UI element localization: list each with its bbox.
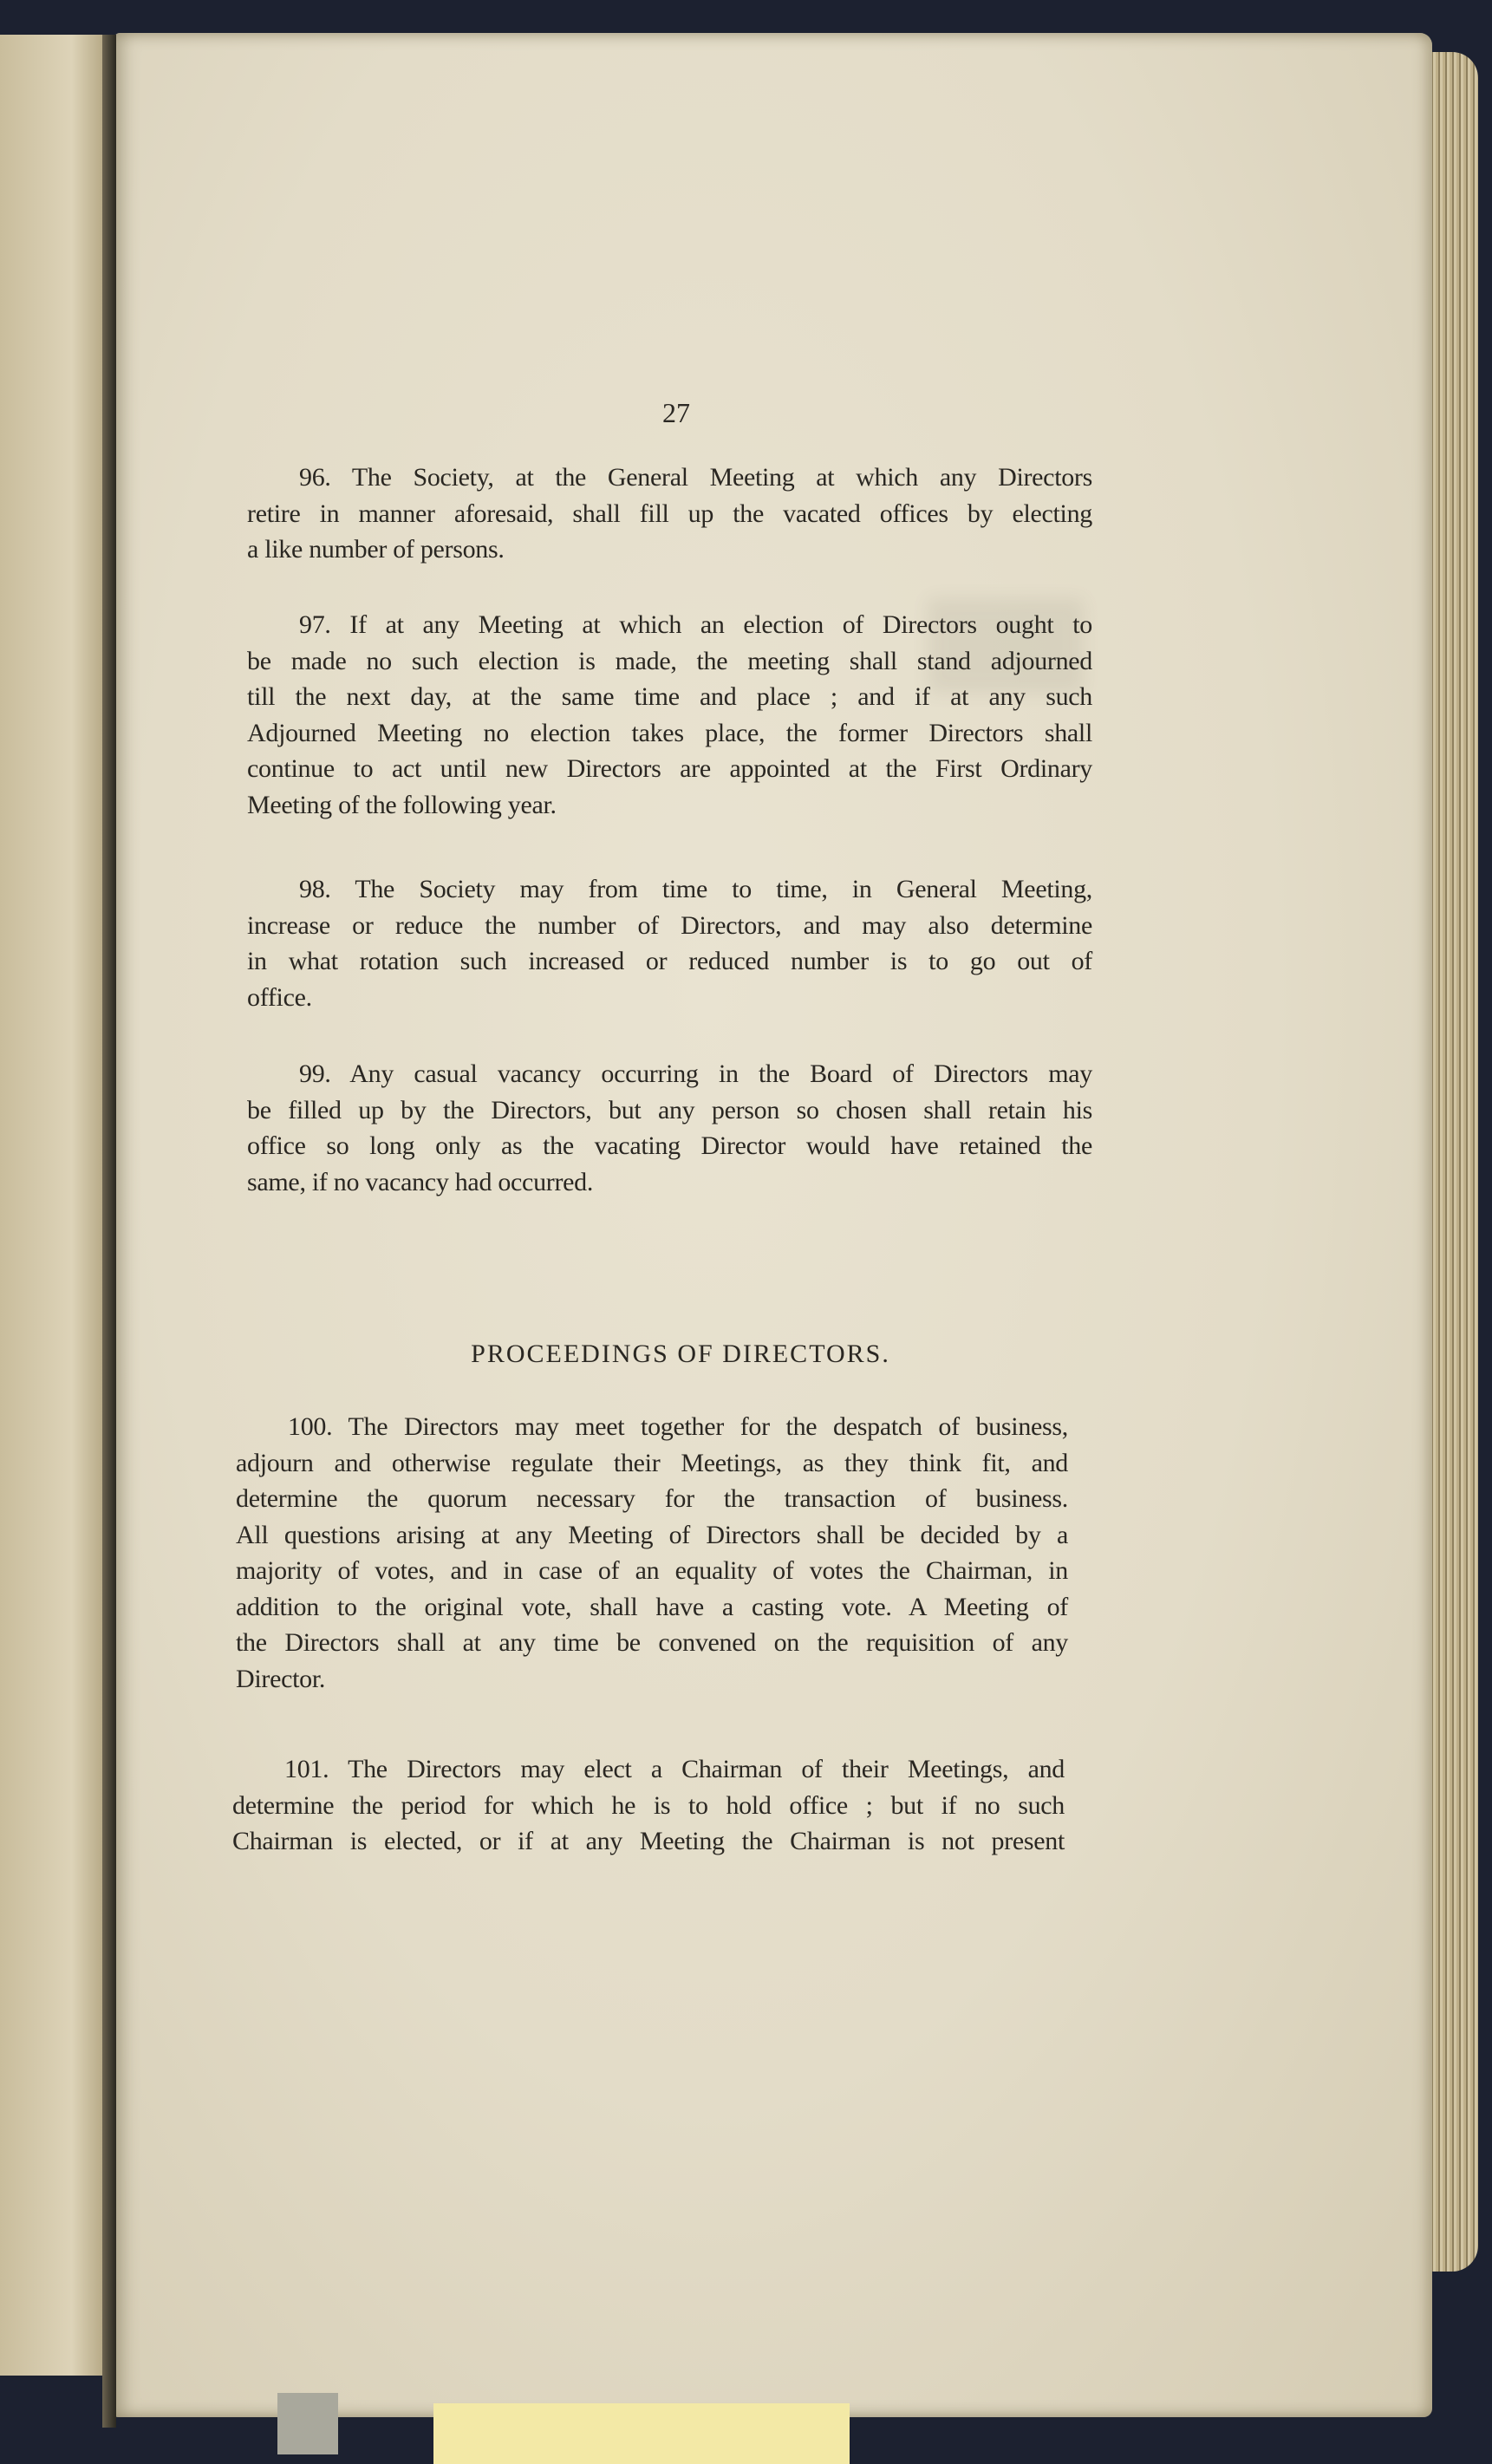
text-line: 101. The Directors may elect a Chairman of their Meetings, and [284, 1755, 1065, 1783]
book-page [114, 33, 1432, 2417]
text-line: be made no such election is made, the meeting shall stand adjourned [247, 646, 1092, 675]
page-number: 27 [662, 397, 690, 428]
text-line: adjourn and otherwise regulate their Meetings, as they think fit, and [236, 1448, 1068, 1477]
text-line: same, if no vacancy had occurred. [247, 1167, 594, 1196]
text-line: 100. The Directors may meet together for the despatch of business, [288, 1412, 1068, 1441]
paragraph-98 [247, 871, 1092, 1015]
text-line: 97. If at any Meeting at which an election of Directors ought to [299, 610, 1092, 639]
text-line: a like number of persons. [247, 535, 505, 564]
section-heading: PROCEEDINGS OF DIRECTORS. [471, 1340, 890, 1368]
paragraph-97 [247, 607, 1092, 823]
text-line: till the next day, at the same time and place ; and if at any such [247, 682, 1092, 711]
text-line: 98. The Society may from time to time, in General Meeting, [299, 875, 1092, 903]
paragraph-99 [247, 1056, 1092, 1200]
text-line: All questions arising at any Meeting of Directors shall be decided by a [236, 1520, 1068, 1549]
sticky-note [433, 2403, 850, 2464]
paragraph-100 [236, 1409, 1068, 1697]
paragraph-101 [232, 1751, 1065, 1860]
text-line: in what rotation such increased or reduced number is to go out of [247, 947, 1092, 975]
text-line: office. [247, 982, 312, 1012]
text-line: 96. The Society, at the General Meeting at which any Directors [299, 463, 1092, 492]
text-line: the Directors shall at any time be convened on the requisition of any [236, 1628, 1068, 1657]
text-line: continue to act until new Directors are appointed at the First Ordinary [247, 754, 1092, 783]
text-line: Meeting of the following year. [247, 790, 557, 819]
text-line: 99. Any casual vacancy occurring in the Board of Directors may [299, 1059, 1092, 1088]
text-line: Chairman is elected, or if at any Meeting the Chairman is not present [232, 1827, 1065, 1855]
text-line: majority of votes, and in case of an equality of votes the Chairman, in [236, 1556, 1068, 1585]
text-line: office so long only as the vacating Director would have retained the [247, 1131, 1092, 1160]
paragraph-96 [247, 460, 1092, 568]
text-line: Director. [236, 1664, 326, 1693]
text-line: increase or reduce the number of Directors, and may also determine [247, 910, 1092, 940]
facing-page [0, 35, 102, 2376]
binding-tab [277, 2393, 338, 2454]
text-line: Adjourned Meeting no election takes place, the former Directors shall [247, 718, 1092, 747]
text-line: retire in manner aforesaid, shall fill up the vacated offices by electing [247, 499, 1092, 528]
book-gutter [102, 35, 116, 2428]
text-line: determine the quorum necessary for the transaction of business. [236, 1484, 1068, 1513]
text-line: determine the period for which he is to hold office ; but if no such [232, 1790, 1065, 1820]
text-line: addition to the original vote, shall have a casting vote. A Meeting of [236, 1592, 1068, 1621]
text-line: be filled up by the Directors, but any person so chosen shall retain his [247, 1095, 1092, 1124]
